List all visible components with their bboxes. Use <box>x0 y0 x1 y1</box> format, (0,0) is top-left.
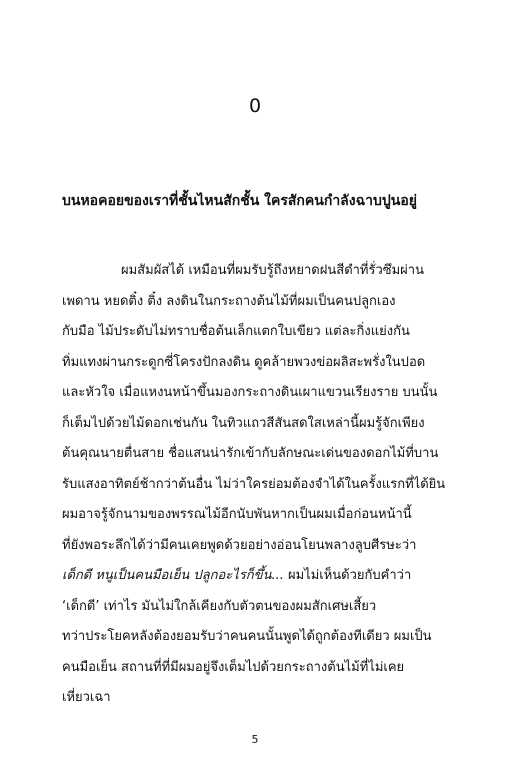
paragraph-line: รับแสงอาทิตย์ช้ากว่าต้นอื่น ไม่ว่าใครย่อมต้องจำได้ในครั้งแรกที่ได้ยิน <box>62 476 446 492</box>
chapter-subtitle: บนหอคอยของเราที่ชั้นไหนสักชั้น ใครสักคนกำลังฉาบปูนอยู่ <box>62 193 417 209</box>
line-fragment: ผมไม่เห็นด้วยกับคำว่า <box>283 568 412 583</box>
paragraph-line: ทว่าประโยคหลังต้องยอมรับว่าคนคนนั้นพูดได้ถูกต้องทีเดียว ผมเป็น <box>62 629 432 644</box>
page-number: 5 <box>251 733 259 746</box>
paragraph-line: ต้นคุณนายตื่นสาย ชื่อแสนน่ารักเข้ากับลักษณะเด่นของดอกไม้ที่บาน <box>62 446 439 461</box>
paragraph-line: กับมือ ไม้ประดับไม่ทราบชื่อต้นเล็กแตกใบเขียว แต่ละกิ่งแย่งกัน <box>62 324 410 339</box>
paragraph-line: ที่ยังพอระลึกได้ว่ามีคนเคยพูดด้วยอย่างอ่อนโยนพลางลูบศีรษะว่า <box>62 537 417 553</box>
paragraph-line: คนมือเย็น สถานที่ที่มีผมอยู่จึงเต็มไปด้วยกระถางต้นไม้ที่ไม่เคย <box>62 659 405 675</box>
paragraph-line: ทิ่มแทงผ่านกระดูกซี่โครงปักลงดิน ดูคล้ายพวงข่อผลิสะพรั่งในปอด <box>62 354 426 370</box>
paragraph-line: ผมสัมผัสได้ เหมือนที่ผมรับรู้ถึงหยาดฝนสีดำที่รั่วซึมผ่าน <box>121 263 424 278</box>
body-paragraph <box>62 256 457 714</box>
italic-quote: เด็กดี หนูเป็นคนมือเย็น ปลูกอะไรก็ขึ้น... <box>62 568 284 583</box>
paragraph-line: เพดาน หยดติ๋ง ติ๋ง ลงดินในกระถางต้นไม้ที่ผมเป็นคนปลูกเอง <box>62 293 396 309</box>
paragraph-line: ก็เต็มไปด้วยไม้ดอกเช่นกัน ในทิวแถวสีสันสดใสเหล่านี้ผมรู้จักเพียง <box>62 415 425 431</box>
chapter-number: 0 <box>248 95 262 117</box>
paragraph-line: ผมอาจรู้จักนามของพรรณไม้อีกนับพันหากเป็นผมเมื่อก่อนหน้านี้ <box>62 507 412 522</box>
paragraph-line: และหัวใจ เมื่อแหงนหน้าขึ้นมองกระถางดินเผาแขวนเรียงราย บนนั้น <box>62 385 438 400</box>
paragraph-line <box>62 561 457 592</box>
paragraph-line: เหี่ยวเฉา <box>62 690 111 705</box>
paragraph-line: ‘เด็กดี’ เท่าไร มันไม่ใกล้เคียงกับตัวตนของผมสักเศษเสี้ยว <box>62 598 377 614</box>
